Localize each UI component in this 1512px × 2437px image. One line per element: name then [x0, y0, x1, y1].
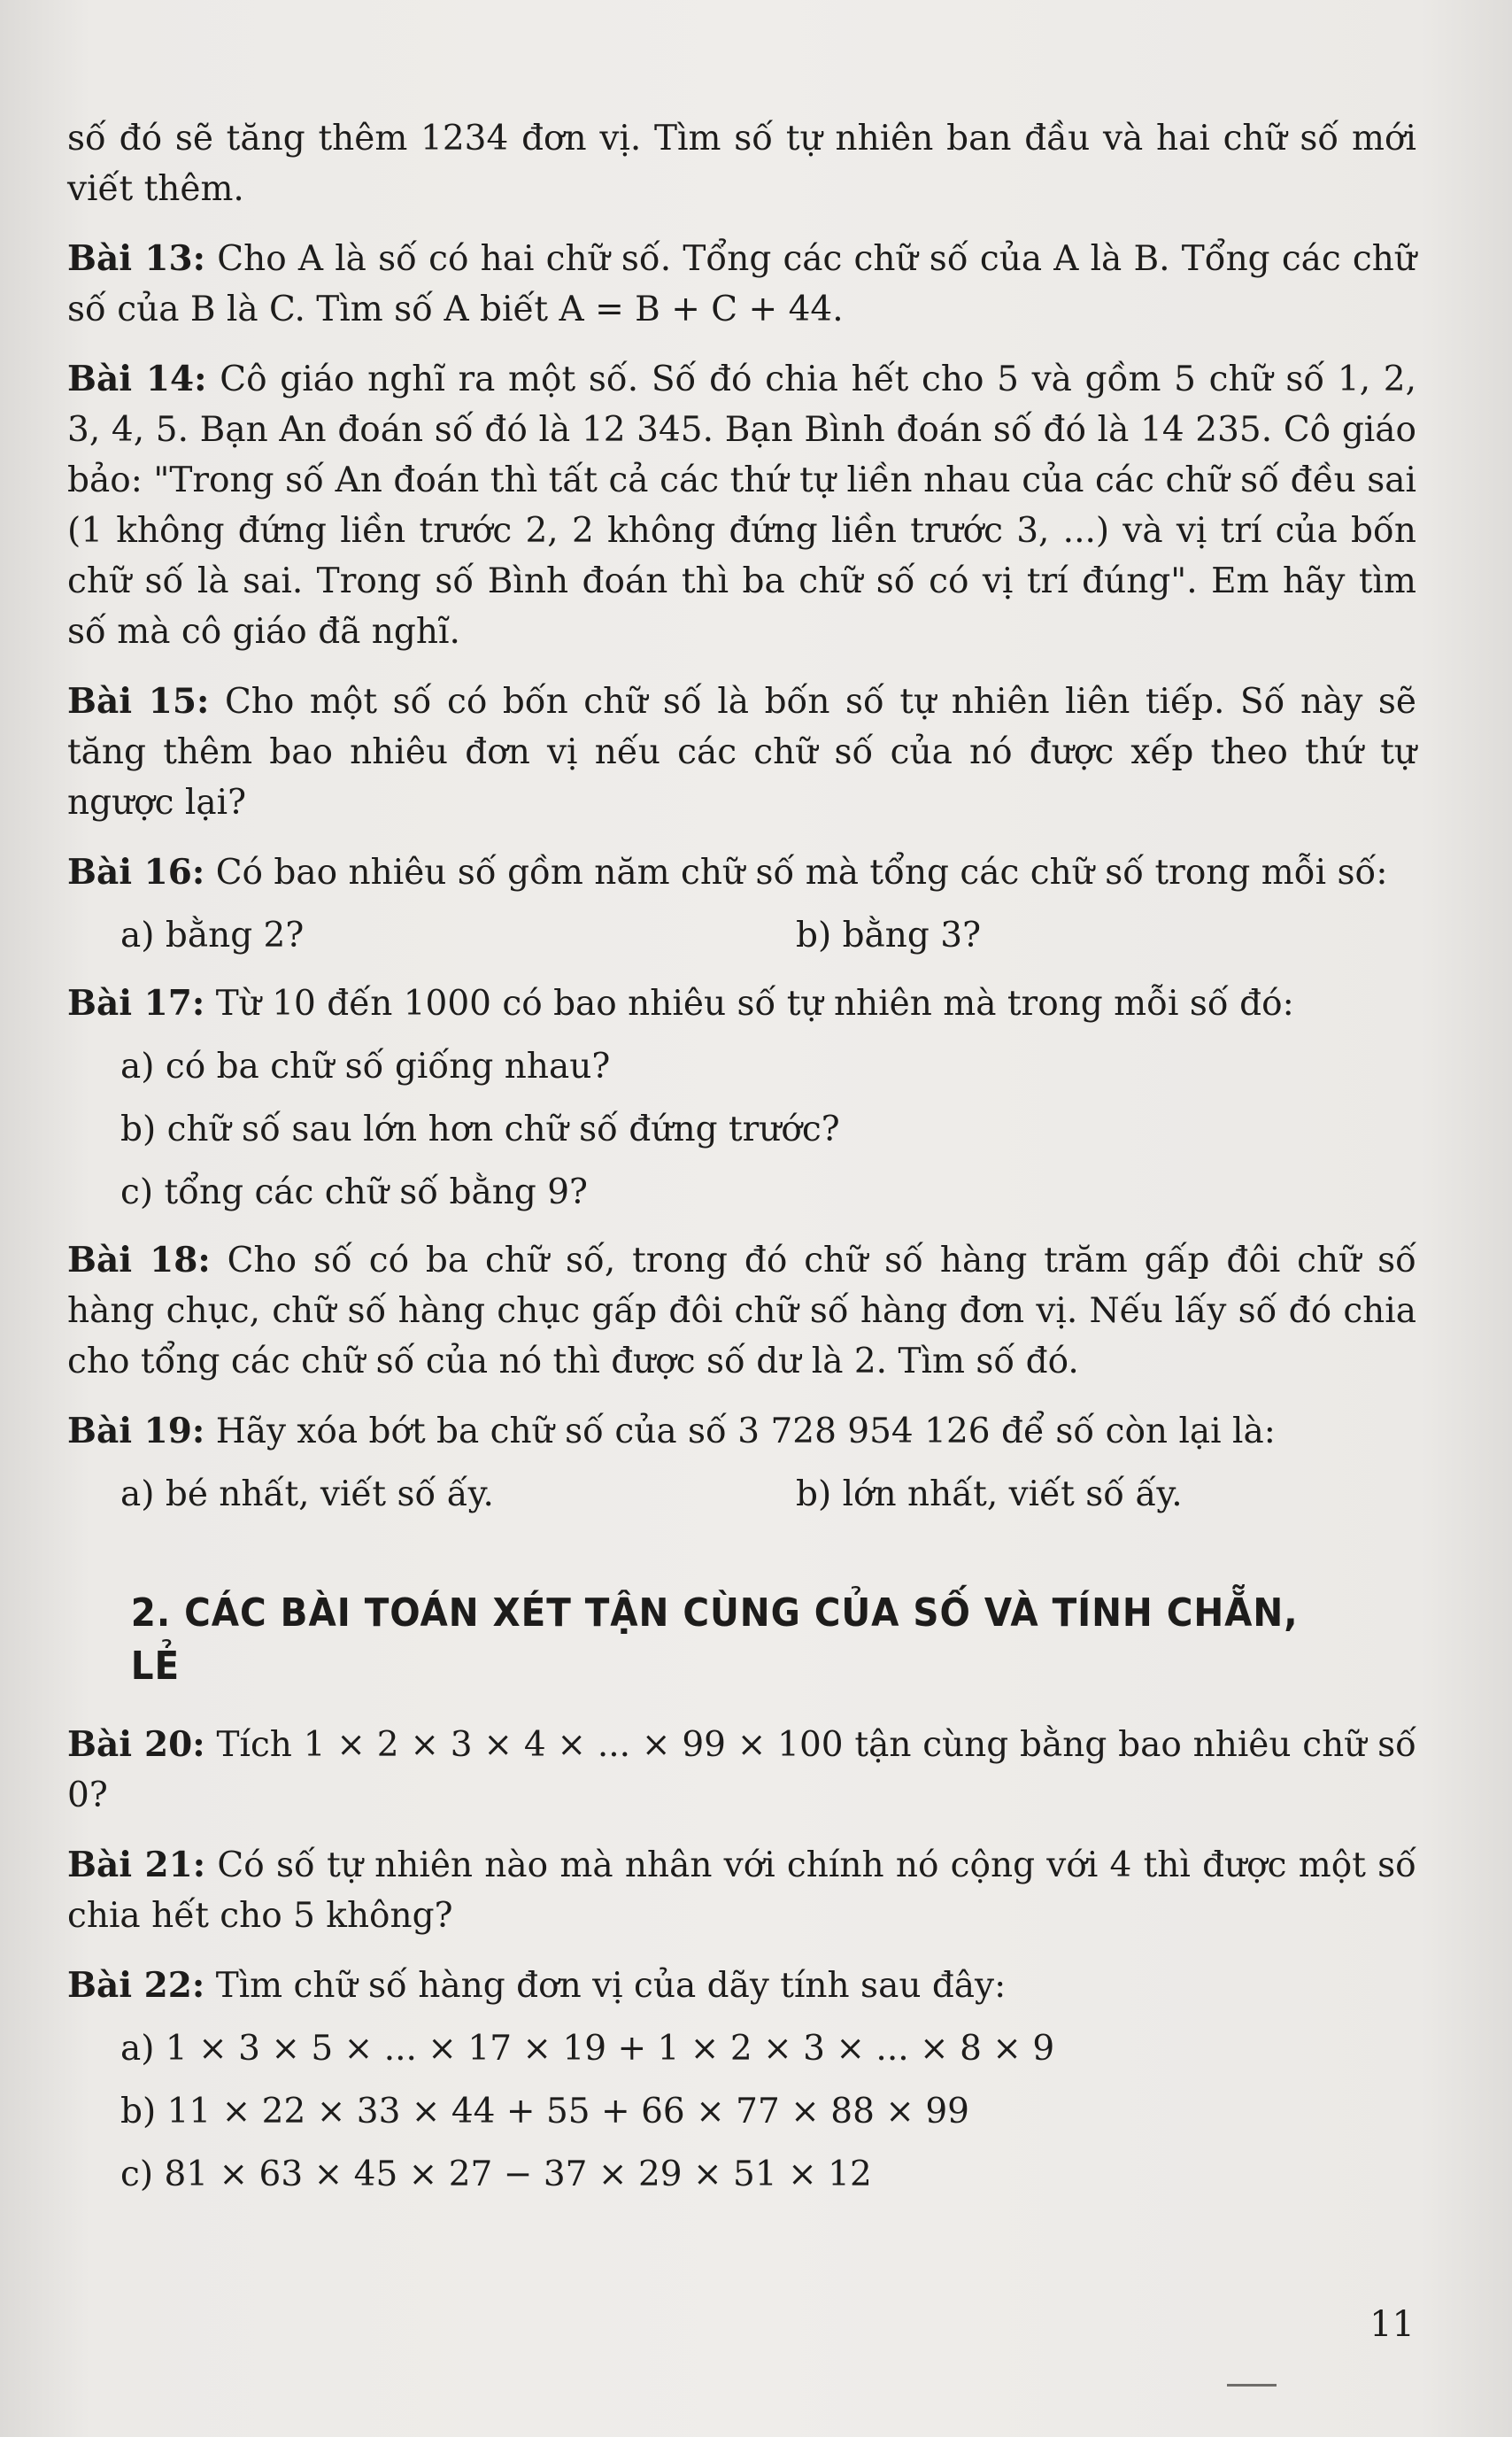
section-title: 2. CÁC BÀI TOÁN XÉT TẬN CÙNG CỦA SỐ VÀ TÍNH CHẴN, LẺ: [130, 1590, 1299, 1689]
exercise-15-label: Bài 15:: [67, 681, 210, 722]
exercise-20-text: Tích 1 × 2 × 3 × 4 × ... × 99 × 100 tận cùng bằng bao nhiêu chữ số 0?: [67, 1725, 1417, 1815]
exercise-17-option-a: a) có ba chữ số giống nhau?: [120, 1047, 611, 1087]
exercise-17-text: Từ 10 đến 1000 có bao nhiêu số tự nhiên mà trong mỗi số đó:: [204, 984, 1294, 1024]
exercise-22: [67, 1961, 1416, 2011]
exercise-18: [67, 1235, 1416, 1387]
exercise-19-options: [67, 1469, 1416, 1520]
exercise-17-option-c: c) tổng các chữ số bằng 9?: [120, 1172, 588, 1212]
exercise-14-label: Bài 14:: [67, 359, 207, 399]
exercise-22-option-a: a) 1 × 3 × 5 × ... × 17 × 19 + 1 × 2 × 3 × ... × 8 × 9: [120, 2029, 1055, 2069]
exercise-22-text: Tìm chữ số hàng đơn vị của dãy tính sau đây:: [204, 1966, 1007, 2006]
exercise-21-label: Bài 21:: [67, 1845, 206, 1885]
exercise-16-option-b: b) bằng 3?: [796, 916, 981, 955]
exercise-19-option-a: a) bé nhất, viết số ấy.: [120, 1474, 494, 1514]
footer-dash: [1227, 2384, 1277, 2387]
exercise-21-text: Có số tự nhiên nào mà nhân với chính nó cộng với 4 thì được một số chia hết cho 5 không?: [67, 1845, 1417, 1936]
exercise-20: [67, 1720, 1416, 1821]
exercise-16-option-a: a) bằng 2?: [120, 916, 305, 955]
exercise-17-option-b: b) chữ số sau lớn hơn chữ số đứng trước?: [120, 1110, 840, 1149]
exercise-17-label: Bài 17:: [67, 983, 205, 1024]
exercise-20-label: Bài 20:: [67, 1724, 205, 1765]
exercise-22-option-b: b) 11 × 22 × 33 × 44 + 55 + 66 × 77 × 88 × 99: [120, 2092, 969, 2131]
exercise-17: [67, 979, 1416, 1029]
exercise-16: [67, 847, 1416, 898]
exercise-13: [67, 234, 1416, 335]
exercise-22-label: Bài 22:: [67, 1965, 205, 2006]
exercise-14-text: Cô giáo nghĩ ra một số. Số đó chia hết cho 5 và gồm 5 chữ số 1, 2, 3, 4, 5. Bạn An đoán số đó là 12 345. Bạn Bình đoán số đó là 14 235. Cô giáo bảo: "Trong số An đoán thì tất cả các thứ tự liền nhau của các chữ số đều sai (1 không đứng liền trước 2, 2 không đứng liền trước 3, ...) và vị trí của bốn chữ số là sai. Trong số Bình đoán thì ba chữ số có vị trí đúng". Em hãy tìm số mà cô giáo đã nghĩ.: [67, 360, 1417, 652]
exercise-13-label: Bài 13:: [67, 238, 206, 279]
exercise-13-text: Cho A là số có hai chữ số. Tổng các chữ số của A là B. Tổng các chữ số của B là C. Tìm số A biết A = B + C + 44.: [67, 239, 1417, 329]
exercise-19: [67, 1406, 1416, 1457]
page-number: 11: [1369, 2304, 1415, 2345]
exercise-22-option-c: c) 81 × 63 × 45 × 27 − 37 × 29 × 51 × 12: [120, 2155, 872, 2194]
exercise-14: [67, 354, 1416, 657]
exercise-18-label: Bài 18:: [67, 1240, 211, 1280]
exercise-19-option-b: b) lớn nhất, viết số ấy.: [796, 1474, 1183, 1514]
exercise-18-text: Cho số có ba chữ số, trong đó chữ số hàng trăm gấp đôi chữ số hàng chục, chữ số hàng chục gấp đôi chữ số hàng đơn vị. Nếu lấy số đó chia cho tổng các chữ số của nó thì được số dư là 2. Tìm số đó.: [67, 1241, 1417, 1381]
exercise-16-label: Bài 16:: [67, 852, 205, 893]
exercise-16-options: [67, 910, 1416, 961]
exercise-21: [67, 1840, 1416, 1941]
exercise-15: [67, 677, 1416, 828]
intro-text: số đó sẽ tăng thêm 1234 đơn vị. Tìm số tự nhiên ban đầu và hai chữ số mới viết thêm.: [67, 119, 1416, 209]
exercise-15-text: Cho một số có bốn chữ số là bốn số tự nhiên liên tiếp. Số này sẽ tăng thêm bao nhiêu đơn vị nếu các chữ số của nó được xếp theo thứ tự ngược lại?: [67, 682, 1417, 823]
exercise-19-text: Hãy xóa bớt ba chữ số của số 3 728 954 126 để số còn lại là:: [204, 1412, 1276, 1451]
exercise-16-text: Có bao nhiêu số gồm năm chữ số mà tổng các chữ số trong mỗi số:: [204, 853, 1388, 893]
exercise-19-label: Bài 19:: [67, 1411, 205, 1451]
